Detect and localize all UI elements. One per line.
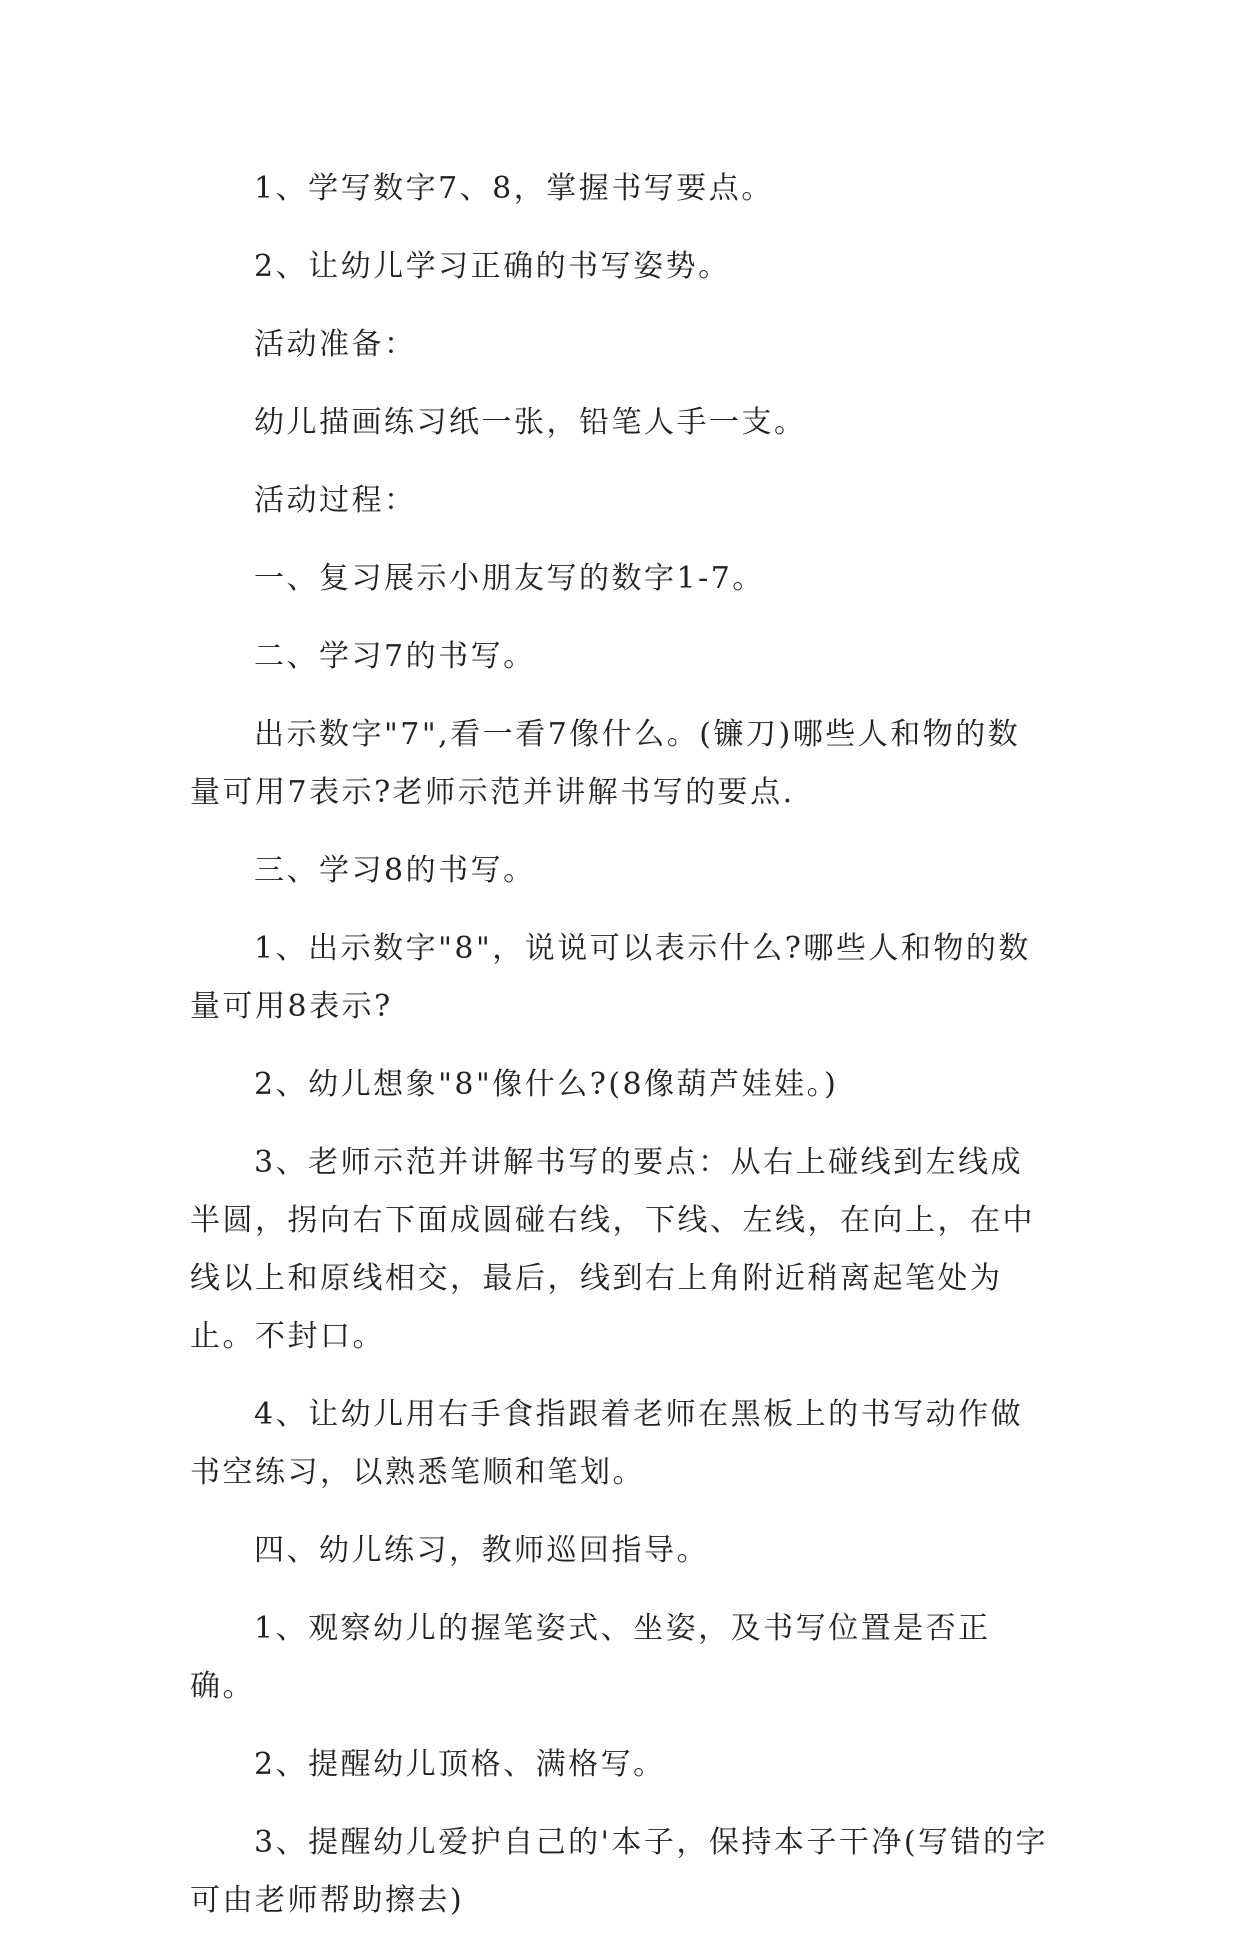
paragraph-step-4: 四、幼儿练习，教师巡回指导。 xyxy=(254,1533,709,1568)
paragraph-objective-1: 1、学写数字7、8，掌握书写要点。 xyxy=(254,171,774,206)
document-body xyxy=(190,160,1052,1950)
heading-preparation: 活动准备： xyxy=(254,327,417,362)
paragraph-step-3: 三、学习8的书写。 xyxy=(254,853,536,888)
paragraph-step-4-item-3: 3、提醒幼儿爱护自己的'本子，保持本子干净(写错的字可由老师帮助擦去) xyxy=(190,1825,1049,1918)
paragraph-step-4-item-1: 1、观察幼儿的握笔姿式、坐姿，及书写位置是否正确。 xyxy=(190,1611,991,1704)
paragraph-preparation: 幼儿描画练习纸一张，铅笔人手一支。 xyxy=(254,405,807,440)
paragraph-step-4-item-2: 2、提醒幼儿顶格、满格写。 xyxy=(254,1747,666,1782)
paragraph-step-3-item-4: 4、让幼儿用右手食指跟着老师在黑板上的书写动作做书空练习，以熟悉笔顺和笔划。 xyxy=(190,1397,1024,1490)
paragraph-step-2-detail: 出示数字"7",看一看7像什么。(镰刀)哪些人和物的数量可用7表示?老师示范并讲解书写的要点. xyxy=(190,717,1021,810)
paragraph-step-2: 二、学习7的书写。 xyxy=(254,639,536,674)
paragraph-step-3-item-1: 1、出示数字"8"，说说可以表示什么?哪些人和物的数量可用8表示? xyxy=(190,931,1031,1024)
paragraph-objective-2: 2、让幼儿学习正确的书写姿势。 xyxy=(254,249,731,284)
paragraph-step-3-item-2: 2、幼儿想象"8"像什么?(8像葫芦娃娃。) xyxy=(254,1067,839,1102)
paragraph-step-3-item-3: 3、老师示范并讲解书写的要点：从右上碰线到左线成半圆，拐向右下面成圆碰右线，下线、左线，在向上，在中线以上和原线相交，最后，线到右上角附近稍离起笔处为止。不封口。 xyxy=(190,1145,1035,1354)
heading-process: 活动过程： xyxy=(254,483,417,518)
paragraph-step-1: 一、复习展示小朋友写的数字1-7。 xyxy=(254,561,765,596)
